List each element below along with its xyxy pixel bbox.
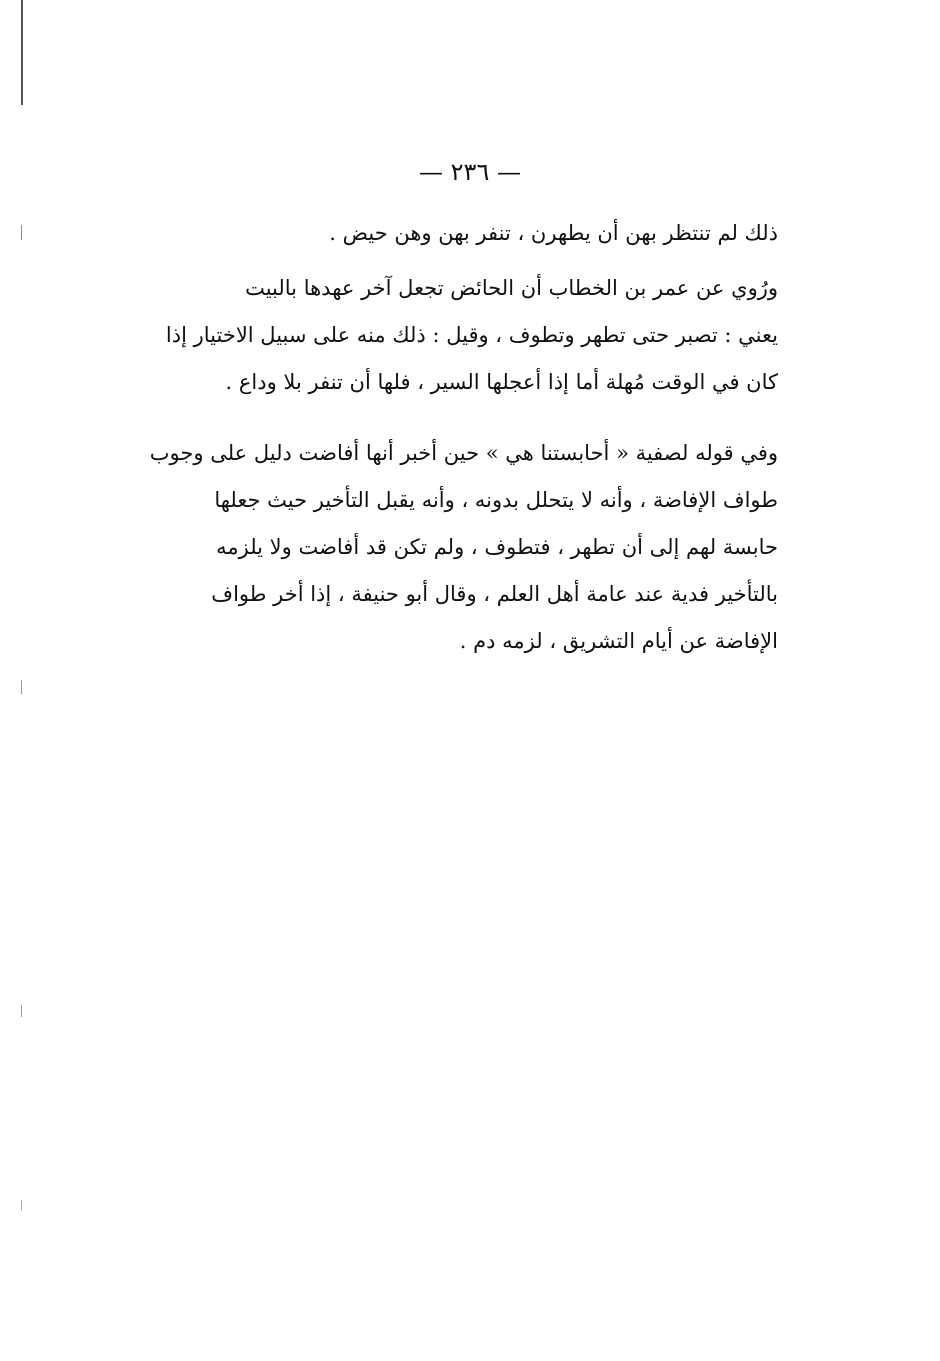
text-line: كان في الوقت مُهلة أما إذا أعجلها السير ، فلها أن تنفر بلا وداع . [225,370,778,394]
scan-edge-mark [21,225,22,240]
text-line: ذلك لم تنتظر بهن أن يطهرن ، تنفر بهن وهن حيض . [329,221,778,245]
paragraph-1 [128,210,778,257]
scan-edge-mark [21,680,22,694]
text-line: بالتأخير فدية عند عامة أهل العلم ، وقال أبو حنيفة ، إذا أخر طواف [211,582,778,606]
paragraph-2 [128,265,778,406]
scan-edge-mark [21,1200,22,1210]
paragraph-3 [128,430,778,665]
text-line: حابسة لهم إلى أن تطهر ، فتطوف ، ولم تكن قد أفاضت ولا يلزمه [216,535,778,559]
text-line: الإفاضة عن أيام التشريق ، لزمه دم . [459,629,778,653]
text-line: ورُوي عن عمر بن الخطاب أن الحائض تجعل آخر عهدها بالبيت [245,276,778,300]
scan-edge-mark [21,1005,22,1017]
page-number: — ٢٣٦ — [419,158,521,186]
text-line: وفي قوله لصفية « أحابستنا هي » حين أخبر أنها أفاضت دليل على وجوب [149,441,778,465]
scan-edge-mark [21,0,23,105]
text-line: طواف الإفاضة ، وأنه لا يتحلل بدونه ، وأنه يقبل التأخير حيث جعلها [214,488,778,512]
text-line: يعني : تصبر حتى تطهر وتطوف ، وقيل : ذلك منه على سبيل الاختيار إذا [165,323,778,347]
